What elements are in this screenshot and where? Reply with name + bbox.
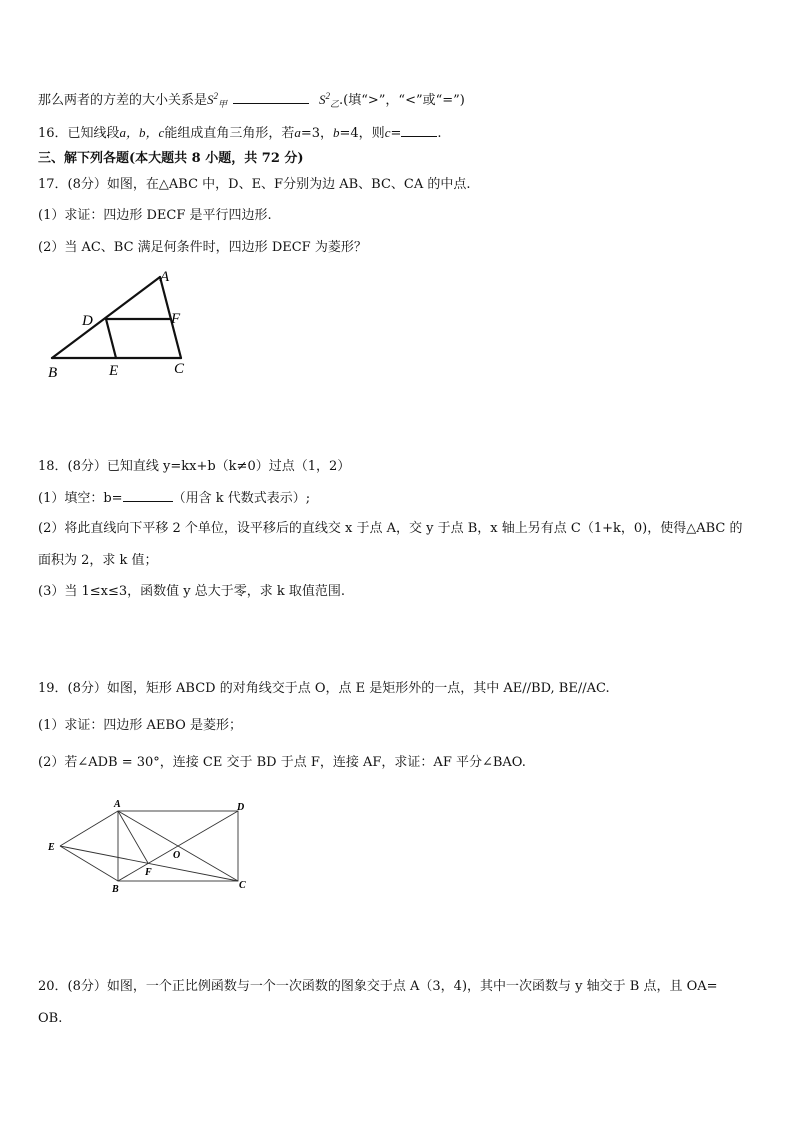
fig19-label-f: F [145,867,152,878]
fig19-label-d: D [237,802,245,813]
fig19-label-o: O [173,850,181,861]
fig19-label-b: B [112,884,119,895]
fig17-segment-de [106,319,116,358]
q16-answer-blank[interactable] [401,124,437,137]
fig17-label-c: C [174,361,185,377]
question-19: 19．(8分）如图，矩形 ABCD 的对角线交于点 O，点 E 是矩形外的一点，其中 AE//BD, BE//AC. [38,681,610,696]
variance-s2-symbol: $S^2_乙$ [319,91,340,109]
fig19-label-e: E [48,842,55,853]
section-3-heading: 三、解下列各题(本大题共 8 小题，共 72 分) [38,151,304,166]
q16-eq: = [390,126,402,141]
fig17-label-a: A [160,269,170,285]
question-18-part-2-cont: 面积为 2，求 k 值； [38,553,158,568]
fig17-label-e: E [109,363,119,379]
variance-question-line [38,87,465,113]
q16-var-b: b [333,125,340,140]
variance-instruction: .(填“>”，“<”或“=”) [339,93,465,108]
fig19-seg-ea [60,811,118,846]
variance-answer-blank[interactable] [233,91,309,104]
question-18-part-2: (2）将此直线向下平移 2 个单位，设平移后的直线交 x 于点 A，交 y 于点 B，x 轴上另有点 C（1+k，0)，使得△ABC 的 [38,521,743,536]
q16-vars: a，b，c [119,125,165,140]
q18-part1-text: (1）填空：b= [38,491,123,506]
variance-s1-symbol: $S^2_甲$ [207,91,228,109]
q16-prefix: 16．已知线段 [38,126,120,141]
figure-19-rectangle [44,796,259,898]
fig17-segment-ab [52,277,160,358]
fig17-label-f: F [171,311,181,327]
question-20: 20．(8分）如图，一个正比例函数与一个一次函数的图象交于点 A（3，4)，其中一次函数与 y 轴交于 B 点，且 OA= [38,979,718,994]
question-19-part-1: (1）求证：四边形 AEBO 是菱形； [38,718,242,733]
q16-text: 能组成直角三角形，若 [164,126,295,141]
question-18: 18．(8分）已知直线 y=kx+b（k≠0）过点（1，2） [38,459,351,474]
question-18-part-3: (3）当 1≤x≤3，函数值 y 总大于零，求 k 取值范围. [38,584,346,599]
question-20-cont: OB. [38,1011,63,1026]
q16-a-value: =3， [300,126,334,141]
fig17-label-d: D [82,313,93,329]
fig17-label-b: B [48,365,58,381]
q16-b-value: =4，则 [339,126,385,141]
question-17-part-1: (1）求证：四边形 DECF 是平行四边形. [38,208,272,223]
question-16 [38,124,442,143]
fig19-label-c: C [239,880,246,891]
fig19-seg-af [118,811,148,863]
q16-var-c: c [384,125,391,140]
q18-answer-blank[interactable] [123,489,173,502]
fig19-label-a: A [114,799,121,810]
variance-question-text: 那么两者的方差的大小关系是 [38,93,208,108]
q18-part1-hint: （用含 k 代数式表示）; [172,491,311,506]
q16-end: . [437,126,442,141]
q16-var-a: a [294,125,301,140]
question-18-part-1 [38,489,310,508]
question-17-part-2: (2）当 AC、BC 满足何条件时，四边形 DECF 为菱形？ [38,240,367,255]
figure-17-triangle [40,262,200,384]
question-17: 17．(8分）如图，在△ABC 中，D、E、F分别为边 AB、BC、CA 的中点. [38,177,471,192]
question-19-part-2: (2）若∠ADB = 30°，连接 CE 交于 BD 于点 F，连接 AF，求证：AF 平分∠BAO. [38,755,526,770]
